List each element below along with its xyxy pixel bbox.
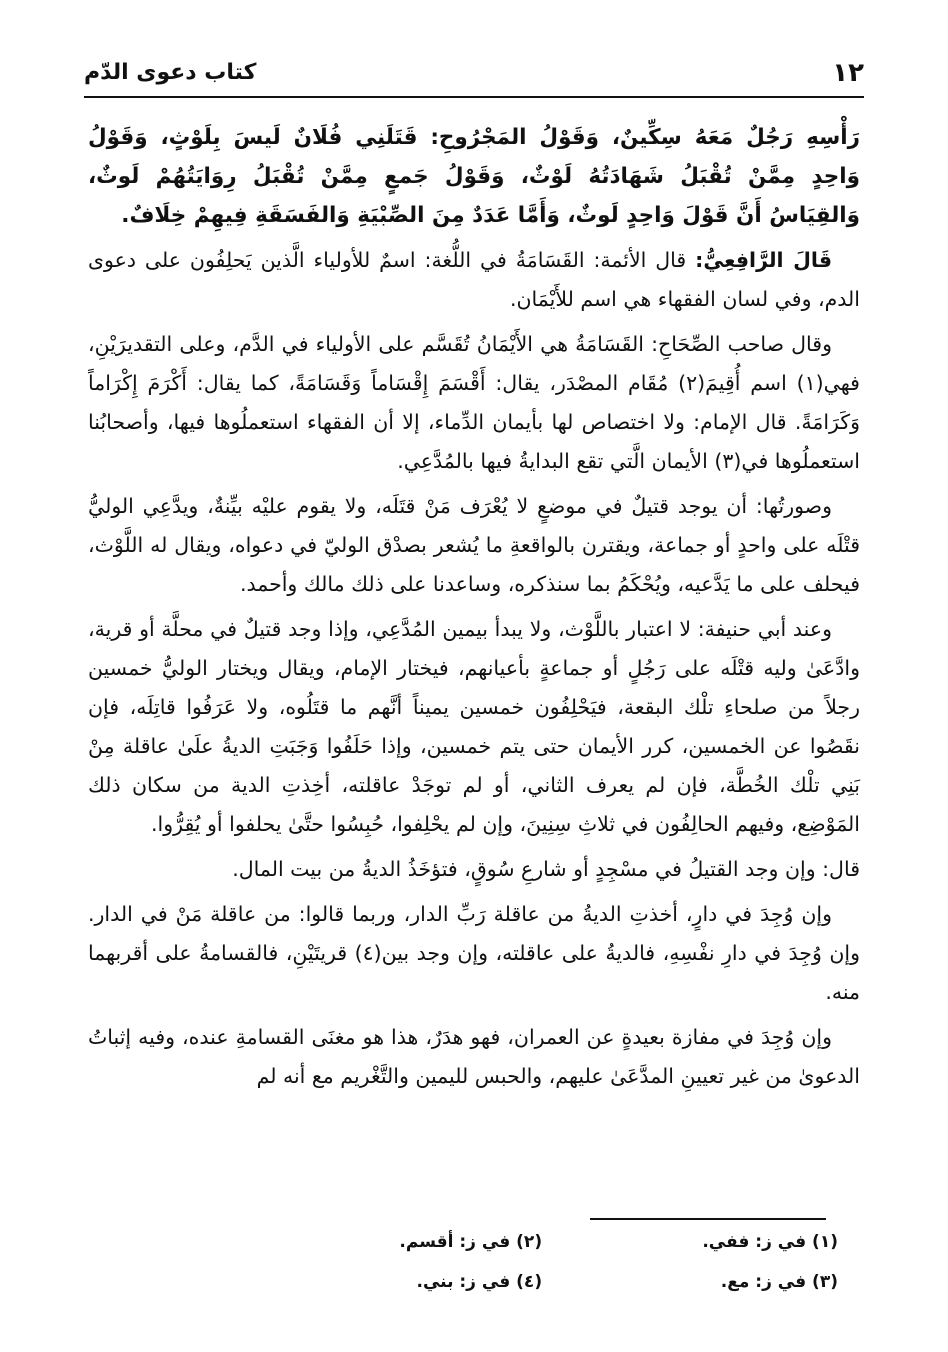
paragraph [88,487,860,604]
footnote-number: (٣) [812,1272,838,1292]
footnote-1 [596,1232,838,1272]
paragraph-text: وقال صاحب الصِّحَاحِ: القَسَامَةُ هي الأَيْمَانُ تُقَسَّم على الأولياء في الدَّم، وعلى التقديرَيْنِ، فهي(١) اسم أُقِيمَ(٢) مُقَام المصْدَر، يقال: أَقْسَمَ إِقْسَاماً وَقَسَامَةً، كما يقال: أَكْرَمَ إِكْرَاماً وَكَرَامَةً. قال الإمام: ولا اختصاص لها بأيمان الدِّماء، إلا أن الفقهاء استعملُوها فيها، وأصحابُنا استعملُوها في(٣) الأيمان الَّتي تقع البدايةُ فيها بالمُدَّعِي. [88,332,860,473]
paragraph [88,850,860,889]
paragraph-text: وإن وُجِدَ في دارٍ، أخذتِ الديةُ من عاقلة رَبِّ الدار، وربما قالوا: من عاقلة مَنْ في الدار. وإن وُجِدَ في دارِ نفْسِهِ، فالديةُ على عاقلته، وإن وجد بين(٤) قريتَيْنِ، فالقسامةُ على أقربهما منه. [88,902,860,1004]
paragraph-text: قال الأئمة: القَسَامَةُ في اللُّغة: اسمٌ للأولياء الَّذين يَحلِفُون على دعوى الدم، وفي لسان الفقهاء هي اسم للأَيْمَان. [88,248,860,311]
paragraph-text: رَأْسِهِ رَجُلٌ مَعَهُ سِكِّينٌ، وَقَوْلُ المَجْرُوحِ: قَتَلَنِي فُلَانٌ لَيسَ بِلَوْثٍ، وَقَوْلُ وَاحِدٍ مِمَّنْ تُقْبَلُ شَهَادَتُهُ لَوْثٌ، وَقَوْلُ جَمعٍ مِمَّنْ تُقْبَلُ رِوَايَتُهُمْ لَوثٌ، وَالقِيَاسُ أَنَّ قَوْلَ وَاحِدٍ لَوثٌ، وَأَمَّا عَدَدٌ مِنَ الصِّبْيَةِ وَالفَسَقَةِ فِيهِمْ خِلَافٌ. [88,125,860,228]
footnote-text: في ز: ففي. [702,1232,807,1252]
footnote-row [300,1232,838,1272]
paragraph [88,895,860,1012]
running-title: كتاب دعوى الدّم [84,60,257,85]
paragraph [88,1018,860,1096]
main-text [88,118,860,1102]
footnote-number: (٤) [516,1272,543,1292]
footnote-text: في ز: بني. [416,1272,511,1292]
footnote-3 [596,1272,838,1312]
footnote-4 [300,1272,542,1312]
page-header [84,52,864,98]
paragraph-matn [88,118,860,235]
paragraph-text: وعند أبي حنيفة: لا اعتبار باللَّوْث، ولا يبدأ بيمين المُدَّعِي، وإذا وجد قتيلٌ في محلَّة أو قرية، وادَّعَىٰ وليه قتْلَه على رَجُلٍ أو جماعةٍ بأعيانهم، فيختار الإمام، ويقال ويختار الوليُّ خمسين رجلاً من صلحاءِ تلْك البقعة، فيَحْلِفُون خمسين يميناً أنَّهم ما قتَلُوه، ولا عَرَفُوا قاتِلَه، فإن نقَصُوا عن الخمسين، كرر الأيمان حتى يتم خمسين، وإذا حَلَفُوا وَجَبَتِ الديةُ علَىٰ عاقلة مِنْ بَنِي تلْك الخُطَّة، فإن لم يعرف الثاني، أو لم توجَدْ عاقلته، أخِذتِ الدية من سكان ذلك المَوْضِع، وفيهم الحالِفُون في ثلاثِ سِنِينَ، وإن لم يحْلِفوا، حُبِسُوا حتَّىٰ يحلفوا أو يُقِرُّوا. [88,617,860,836]
page-number: ١٢ [832,58,864,88]
paragraph-text: قال: وإن وجد القتيلُ في مسْجِدٍ أو شارعِ سُوقٍ، فتؤخَذُ الديةُ من بيت المال. [232,857,860,881]
paragraph-text: وصورتُها: أن يوجد قتيلٌ في موضعٍ لا يُعْرَف مَنْ قتَلَه، ولا يقوم عليْه بيِّنةٌ، ويدَّعِي الوليُّ قتْلَه على واحدٍ أو جماعة، ويقترن بالواقعةِ ما يُشعر بصدْق الوليّ في دعواه، ويقال له اللَّوْث، فيحلف على ما يَدَّعيه، ويُحْكَمُ بما سنذكره، وساعدنا على ذلك مالك وأحمد. [88,494,860,596]
footnote-divider [590,1218,826,1220]
paragraph-text: وإن وُجِدَ في مفازة بعيدةٍ عن العمران، فهو هدَرٌ، هذا هو مغنَى القسامةِ عنده، وفيه إثباتُ الدعوىٰ من غير تعيينِ المدَّعَىٰ عليهم، والحبس لليمين والتَّغْريم مع أنه لم [88,1025,860,1088]
paragraph [88,325,860,481]
speaker-label: قَالَ الرَّافِعِيُّ: [695,248,833,272]
paragraph [88,241,860,319]
footnote-number: (٢) [516,1232,543,1252]
footnotes [300,1232,838,1312]
footnote-number: (١) [812,1232,838,1252]
footnote-row [300,1272,838,1312]
footnote-text: في ز: مع. [720,1272,807,1292]
paragraph [88,610,860,844]
footnote-text: في ز: أقسم. [399,1232,511,1252]
footnote-2 [300,1232,542,1272]
